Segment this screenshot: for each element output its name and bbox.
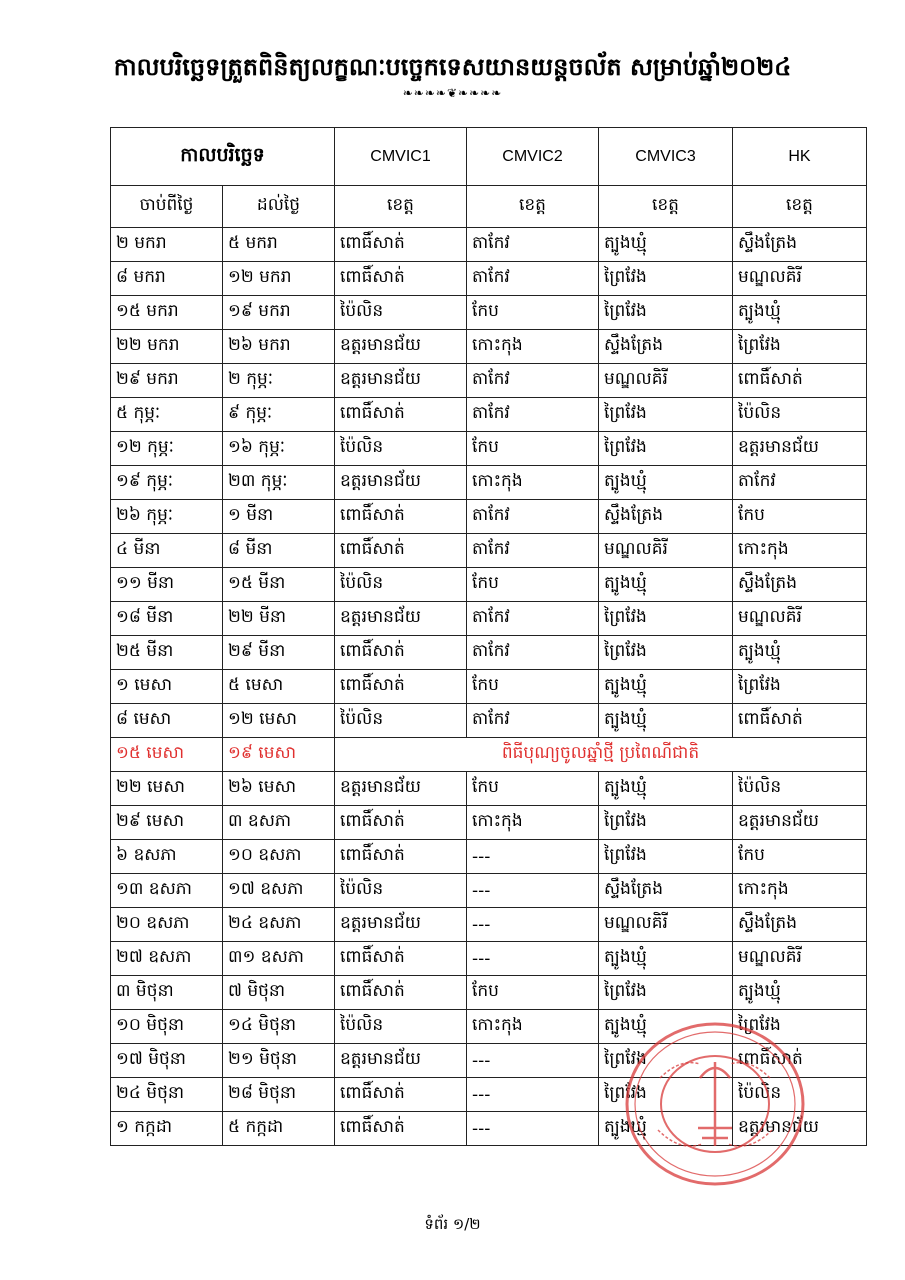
- hk-cell: ឧត្តរមានជ័យ: [733, 432, 867, 466]
- cmvic1-cell: ឧត្តរមានជ័យ: [335, 330, 467, 364]
- header-province-cmvic3: ខេត្ត: [599, 186, 733, 228]
- cmvic2-cell: ---: [467, 942, 599, 976]
- table-row: [111, 670, 867, 704]
- cmvic1-cell: ពោធិ៍សាត់: [335, 1112, 467, 1146]
- title-ornament: ❧❧❧❧❦❧❧❧❧: [402, 86, 503, 100]
- cmvic3-cell: ត្បូងឃ្មុំ: [599, 568, 733, 602]
- from-cell: ២០ ឧសភា: [111, 908, 223, 942]
- hk-cell: ត្បូងឃ្មុំ: [733, 636, 867, 670]
- header-hk: HK: [733, 128, 867, 186]
- from-cell: ៨ មេសា: [111, 704, 223, 738]
- table-row: [111, 398, 867, 432]
- from-cell: ១៣ ឧសភា: [111, 874, 223, 908]
- header-to: ដល់ថ្ងៃ: [223, 186, 335, 228]
- hk-cell: ឧត្តរមានជ័យ: [733, 806, 867, 840]
- table-row: [111, 1010, 867, 1044]
- cmvic3-cell: ព្រៃវែង: [599, 1044, 733, 1078]
- cmvic1-cell: ប៉ៃលិន: [335, 704, 467, 738]
- from-cell: ១៩ កុម្ភៈ: [111, 466, 223, 500]
- cmvic2-cell: ---: [467, 1078, 599, 1112]
- hk-cell: ព្រៃវែង: [733, 670, 867, 704]
- cmvic1-cell: ពោធិ៍សាត់: [335, 636, 467, 670]
- to-cell: ១ មីនា: [223, 500, 335, 534]
- to-cell: ១៩ មករា: [223, 296, 335, 330]
- header-cmvic1: CMVIC1: [335, 128, 467, 186]
- to-cell: ២៦ មករា: [223, 330, 335, 364]
- hk-cell: កោះកុង: [733, 534, 867, 568]
- cmvic3-cell: ព្រៃវែង: [599, 806, 733, 840]
- to-cell: ៧ មិថុនា: [223, 976, 335, 1010]
- header-province-cmvic1: ខេត្ត: [335, 186, 467, 228]
- cmvic1-cell: ឧត្តរមានជ័យ: [335, 908, 467, 942]
- table-row: [111, 1044, 867, 1078]
- from-cell: ១២ កុម្ភៈ: [111, 432, 223, 466]
- from-cell: ១៨ មីនា: [111, 602, 223, 636]
- table-row: [111, 262, 867, 296]
- holiday-label: ពិធីបុណ្យចូលឆ្នាំថ្មី ប្រពៃណីជាតិ: [335, 738, 867, 772]
- cmvic2-cell: ---: [467, 1112, 599, 1146]
- from-cell: ១០ មិថុនា: [111, 1010, 223, 1044]
- cmvic2-cell: តាកែវ: [467, 534, 599, 568]
- from-cell: ១៧ មិថុនា: [111, 1044, 223, 1078]
- to-cell: ៣១ ឧសភា: [223, 942, 335, 976]
- hk-cell: ពោធិ៍សាត់: [733, 1044, 867, 1078]
- to-cell: ៥ កក្កដា: [223, 1112, 335, 1146]
- cmvic1-cell: ពោធិ៍សាត់: [335, 534, 467, 568]
- from-cell: ២៦ កុម្ភៈ: [111, 500, 223, 534]
- schedule-body: [111, 228, 867, 1146]
- cmvic2-cell: កោះកុង: [467, 806, 599, 840]
- to-cell: ១៧ ឧសភា: [223, 874, 335, 908]
- cmvic1-cell: ប៉ៃលិន: [335, 874, 467, 908]
- cmvic1-cell: ឧត្តរមានជ័យ: [335, 602, 467, 636]
- cmvic3-cell: ត្បូងឃ្មុំ: [599, 466, 733, 500]
- to-cell: ៣ ឧសភា: [223, 806, 335, 840]
- cmvic1-cell: ពោធិ៍សាត់: [335, 228, 467, 262]
- cmvic2-cell: កែប: [467, 568, 599, 602]
- table-row: [111, 908, 867, 942]
- hk-cell: ត្បូងឃ្មុំ: [733, 976, 867, 1010]
- hk-cell: កោះកុង: [733, 874, 867, 908]
- cmvic2-cell: តាកែវ: [467, 500, 599, 534]
- hk-cell: ប៉ៃលិន: [733, 398, 867, 432]
- cmvic1-cell: ឧត្តរមានជ័យ: [335, 466, 467, 500]
- schedule-table: [110, 127, 867, 1146]
- table-row: [111, 330, 867, 364]
- hk-cell: មណ្ឌលគិរី: [733, 942, 867, 976]
- cmvic1-cell: ប៉ៃលិន: [335, 432, 467, 466]
- from-cell: ៨ មករា: [111, 262, 223, 296]
- cmvic2-cell: តាកែវ: [467, 636, 599, 670]
- cmvic2-cell: តាកែវ: [467, 364, 599, 398]
- hk-cell: ព្រៃវែង: [733, 330, 867, 364]
- to-cell: ៨ មីនា: [223, 534, 335, 568]
- hk-cell: ពោធិ៍សាត់: [733, 364, 867, 398]
- to-cell: ២៣ កុម្ភៈ: [223, 466, 335, 500]
- to-cell: ២៦ មេសា: [223, 772, 335, 806]
- from-cell: ៥ កុម្ភៈ: [111, 398, 223, 432]
- to-cell: ២២ មីនា: [223, 602, 335, 636]
- to-cell: ១២ មករា: [223, 262, 335, 296]
- from-cell: ១ មេសា: [111, 670, 223, 704]
- cmvic1-cell: ពោធិ៍សាត់: [335, 398, 467, 432]
- from-cell: ២២ មេសា: [111, 772, 223, 806]
- table-row: [111, 942, 867, 976]
- table-row: [111, 466, 867, 500]
- cmvic2-cell: តាកែវ: [467, 398, 599, 432]
- to-cell: ៩ កុម្ភៈ: [223, 398, 335, 432]
- hk-cell: ពោធិ៍សាត់: [733, 704, 867, 738]
- table-row: [111, 432, 867, 466]
- table-row: [111, 772, 867, 806]
- cmvic3-cell: ព្រៃវែង: [599, 976, 733, 1010]
- cmvic3-cell: ព្រៃវែង: [599, 602, 733, 636]
- cmvic3-cell: ព្រៃវែង: [599, 262, 733, 296]
- cmvic1-cell: ពោធិ៍សាត់: [335, 262, 467, 296]
- cmvic3-cell: ត្បូងឃ្មុំ: [599, 670, 733, 704]
- from-cell: ២៩ មករា: [111, 364, 223, 398]
- table-row: [111, 364, 867, 398]
- cmvic2-cell: កែប: [467, 296, 599, 330]
- hk-cell: ស្ទឹងត្រែង: [733, 228, 867, 262]
- table-row: [111, 1078, 867, 1112]
- cmvic2-cell: តាកែវ: [467, 262, 599, 296]
- cmvic3-cell: មណ្ឌលគិរី: [599, 534, 733, 568]
- cmvic1-cell: ឧត្តរមានជ័យ: [335, 1044, 467, 1078]
- cmvic1-cell: ពោធិ៍សាត់: [335, 840, 467, 874]
- table-row: [111, 568, 867, 602]
- header-province-hk: ខេត្ត: [733, 186, 867, 228]
- from-cell: ១៥ មករា: [111, 296, 223, 330]
- cmvic2-cell: ---: [467, 840, 599, 874]
- hk-cell: មណ្ឌលគិរី: [733, 602, 867, 636]
- from-cell: ១១ មីនា: [111, 568, 223, 602]
- hk-cell: មណ្ឌលគិរី: [733, 262, 867, 296]
- cmvic2-cell: កែប: [467, 772, 599, 806]
- page-number: ទំព័រ ១/២: [424, 1215, 481, 1233]
- cmvic1-cell: ពោធិ៍សាត់: [335, 942, 467, 976]
- cmvic1-cell: ពោធិ៍សាត់: [335, 500, 467, 534]
- cmvic3-cell: ព្រៃវែង: [599, 636, 733, 670]
- holiday-row: [111, 738, 867, 772]
- cmvic2-cell: ---: [467, 1044, 599, 1078]
- to-cell: ២៤ ឧសភា: [223, 908, 335, 942]
- hk-cell: កែប: [733, 500, 867, 534]
- hk-cell: តាកែវ: [733, 466, 867, 500]
- table-row: [111, 806, 867, 840]
- cmvic2-cell: កោះកុង: [467, 466, 599, 500]
- header-cmvic2: CMVIC2: [467, 128, 599, 186]
- cmvic2-cell: កែប: [467, 670, 599, 704]
- cmvic3-cell: មណ្ឌលគិរី: [599, 364, 733, 398]
- table-row: [111, 704, 867, 738]
- to-cell: ២ កុម្ភៈ: [223, 364, 335, 398]
- cmvic3-cell: មណ្ឌលគិរី: [599, 908, 733, 942]
- to-cell: ១២ មេសា: [223, 704, 335, 738]
- to-cell: ១៦ កុម្ភៈ: [223, 432, 335, 466]
- cmvic3-cell: ព្រៃវែង: [599, 1078, 733, 1112]
- table-row: [111, 534, 867, 568]
- cmvic3-cell: ត្បូងឃ្មុំ: [599, 1112, 733, 1146]
- header-cmvic3: CMVIC3: [599, 128, 733, 186]
- document-title: កាលបរិច្ឆេទត្រួតពិនិត្យលក្ខណៈបច្ចេកទេសយានយន្តចល័ត សម្រាប់ឆ្នាំ២០២៤: [113, 53, 792, 81]
- hk-cell: ត្បូងឃ្មុំ: [733, 296, 867, 330]
- to-cell: ៥ មេសា: [223, 670, 335, 704]
- to-cell: ២១ មិថុនា: [223, 1044, 335, 1078]
- cmvic1-cell: ឧត្តរមានជ័យ: [335, 772, 467, 806]
- table-row: [111, 1112, 867, 1146]
- from-cell: ៤ មីនា: [111, 534, 223, 568]
- from-cell: ២២ មករា: [111, 330, 223, 364]
- cmvic1-cell: ពោធិ៍សាត់: [335, 806, 467, 840]
- cmvic1-cell: ប៉ៃលិន: [335, 568, 467, 602]
- hk-cell: កែប: [733, 840, 867, 874]
- from-cell: ២៤ មិថុនា: [111, 1078, 223, 1112]
- cmvic2-cell: កោះកុង: [467, 330, 599, 364]
- cmvic3-cell: ស្ទឹងត្រែង: [599, 874, 733, 908]
- cmvic3-cell: ស្ទឹងត្រែង: [599, 330, 733, 364]
- to-cell: ២៨ មិថុនា: [223, 1078, 335, 1112]
- hk-cell: ប៉ៃលិន: [733, 772, 867, 806]
- to-cell: ២៩ មីនា: [223, 636, 335, 670]
- header-province-cmvic2: ខេត្ត: [467, 186, 599, 228]
- hk-cell: ប៉ៃលិន: [733, 1078, 867, 1112]
- cmvic2-cell: តាកែវ: [467, 228, 599, 262]
- cmvic1-cell: ឧត្តរមានជ័យ: [335, 364, 467, 398]
- cmvic3-cell: ព្រៃវែង: [599, 840, 733, 874]
- cmvic3-cell: ព្រៃវែង: [599, 296, 733, 330]
- cmvic3-cell: ព្រៃវែង: [599, 432, 733, 466]
- cmvic2-cell: ---: [467, 874, 599, 908]
- cmvic1-cell: ប៉ៃលិន: [335, 296, 467, 330]
- cmvic2-cell: តាកែវ: [467, 704, 599, 738]
- cmvic2-cell: កោះកុង: [467, 1010, 599, 1044]
- table-row: [111, 874, 867, 908]
- cmvic1-cell: ពោធិ៍សាត់: [335, 976, 467, 1010]
- table-row: [111, 636, 867, 670]
- hk-cell: ព្រៃវែង: [733, 1010, 867, 1044]
- cmvic3-cell: ត្បូងឃ្មុំ: [599, 228, 733, 262]
- table-row: [111, 840, 867, 874]
- holiday-to-cell: ១៩ មេសា: [223, 738, 335, 772]
- hk-cell: ស្ទឹងត្រែង: [733, 908, 867, 942]
- from-cell: ៦ ឧសភា: [111, 840, 223, 874]
- cmvic3-cell: ព្រៃវែង: [599, 398, 733, 432]
- cmvic3-cell: ត្បូងឃ្មុំ: [599, 772, 733, 806]
- cmvic2-cell: តាកែវ: [467, 602, 599, 636]
- holiday-from-cell: ១៥ មេសា: [111, 738, 223, 772]
- cmvic3-cell: ត្បូងឃ្មុំ: [599, 1010, 733, 1044]
- from-cell: ២៥ មីនា: [111, 636, 223, 670]
- table-row: [111, 296, 867, 330]
- table-row: [111, 602, 867, 636]
- to-cell: ៥ មករា: [223, 228, 335, 262]
- cmvic1-cell: ពោធិ៍សាត់: [335, 670, 467, 704]
- cmvic2-cell: ---: [467, 908, 599, 942]
- table-row: [111, 500, 867, 534]
- cmvic3-cell: ត្បូងឃ្មុំ: [599, 942, 733, 976]
- to-cell: ១៥ មីនា: [223, 568, 335, 602]
- cmvic1-cell: ប៉ៃលិន: [335, 1010, 467, 1044]
- cmvic1-cell: ពោធិ៍សាត់: [335, 1078, 467, 1112]
- from-cell: ៣ មិថុនា: [111, 976, 223, 1010]
- cmvic2-cell: កែប: [467, 976, 599, 1010]
- header-from: ចាប់ពីថ្ងៃ: [111, 186, 223, 228]
- hk-cell: ឧត្តរមានជ័យ: [733, 1112, 867, 1146]
- from-cell: ១ កក្កដា: [111, 1112, 223, 1146]
- to-cell: ១០ ឧសភា: [223, 840, 335, 874]
- header-period: កាលបរិច្ឆេទ: [111, 128, 335, 186]
- from-cell: ២ មករា: [111, 228, 223, 262]
- from-cell: ២៧ ឧសភា: [111, 942, 223, 976]
- cmvic3-cell: ស្ទឹងត្រែង: [599, 500, 733, 534]
- from-cell: ២៩ មេសា: [111, 806, 223, 840]
- cmvic2-cell: កែប: [467, 432, 599, 466]
- table-row: [111, 976, 867, 1010]
- hk-cell: ស្ទឹងត្រែង: [733, 568, 867, 602]
- cmvic3-cell: ត្បូងឃ្មុំ: [599, 704, 733, 738]
- table-row: [111, 228, 867, 262]
- to-cell: ១៤ មិថុនា: [223, 1010, 335, 1044]
